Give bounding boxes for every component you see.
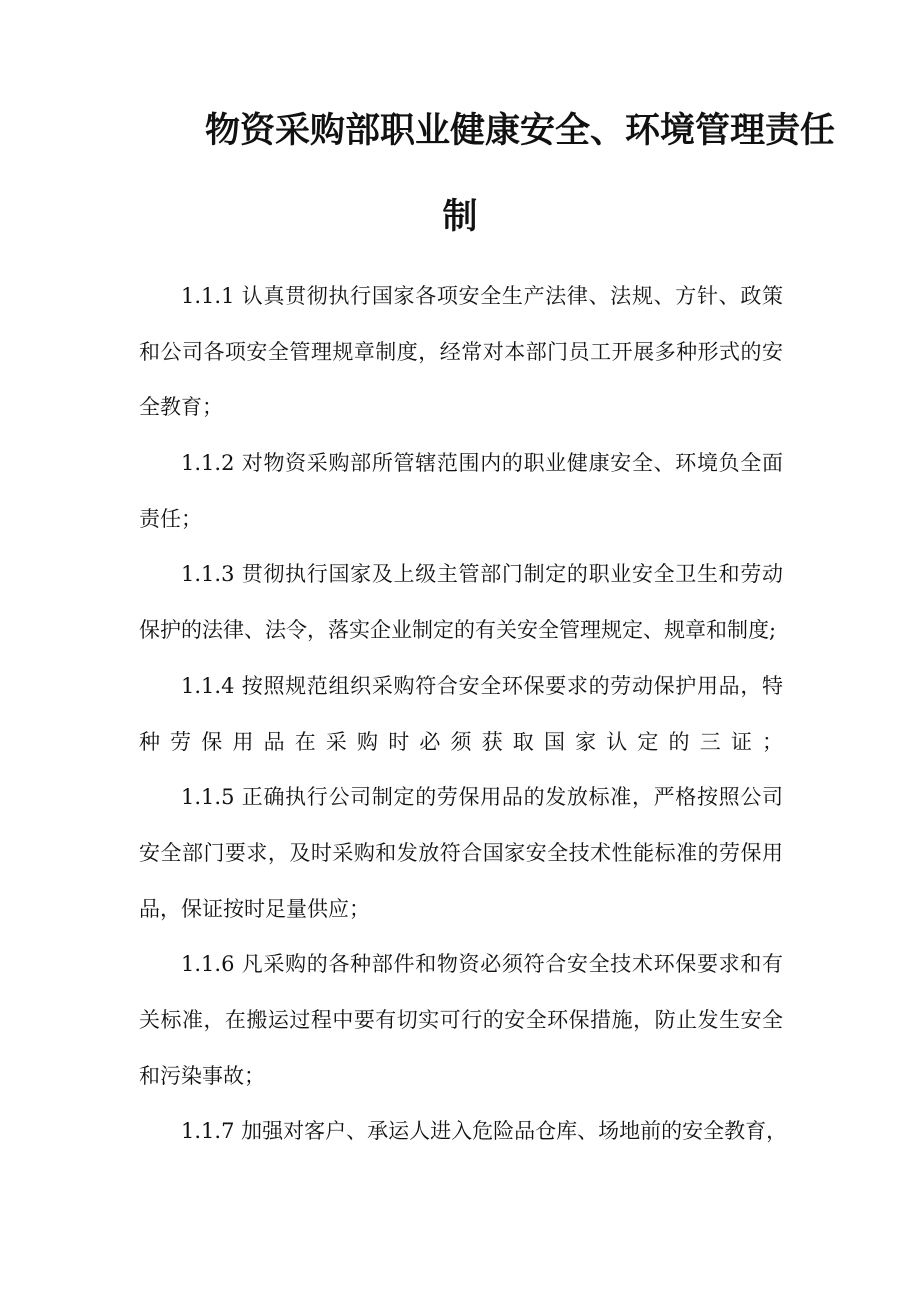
paragraph-line: 品，保证按时足量供应；: [139, 896, 370, 921]
paragraph-line: 1.1.3 贯彻执行国家及上级主管部门制定的职业安全卫生和劳动: [181, 562, 783, 587]
paragraph-line: 关标准，在搬运过程中要有切实可行的安全环保措施，防止发生安全: [139, 1007, 783, 1032]
paragraph-line: 1.1.6 凡采购的各种部件和物资必须符合安全技术环保要求和有: [181, 952, 783, 977]
paragraph-line: 1.1.7 加强对客户、承运人进入危险品仓库、场地前的安全教育，: [181, 1119, 788, 1144]
paragraph-line: 全教育；: [139, 395, 223, 420]
paragraph-line: 安全部门要求，及时采购和发放符合国家安全技术性能标准的劳保用: [139, 840, 783, 865]
paragraph-line: 和公司各项安全管理规章制度，经常对本部门员工开展多种形式的安: [139, 339, 783, 364]
paragraph-line: 1.1.2 对物资采购部所管辖范围内的职业健康安全、环境负全面: [181, 451, 783, 476]
document-title-line-1: 物资采购部职业健康安全、环境管理责任: [205, 111, 836, 151]
paragraph-line: 和污染事故；: [139, 1063, 265, 1088]
document-title-line-2: 制: [442, 197, 478, 237]
paragraph-line: 责任；: [139, 506, 202, 531]
paragraph-line: 1.1.1 认真贯彻执行国家各项安全生产法律、法规、方针、政策: [181, 284, 783, 308]
document-body: [139, 280, 788, 1171]
paragraph-line: 种劳保用品在采购时必须获取国家认定的三证；: [139, 729, 783, 754]
paragraph-line: 1.1.4 按照规范组织采购符合安全环保要求的劳动保护用品，特: [181, 673, 783, 698]
paragraph-line: 1.1.5 正确执行公司制定的劳保用品的发放标准，严格按照公司: [181, 785, 783, 810]
paragraph-line: 保护的法律、法令，落实企业制定的有关安全管理规定、规章和制度;: [139, 618, 777, 643]
